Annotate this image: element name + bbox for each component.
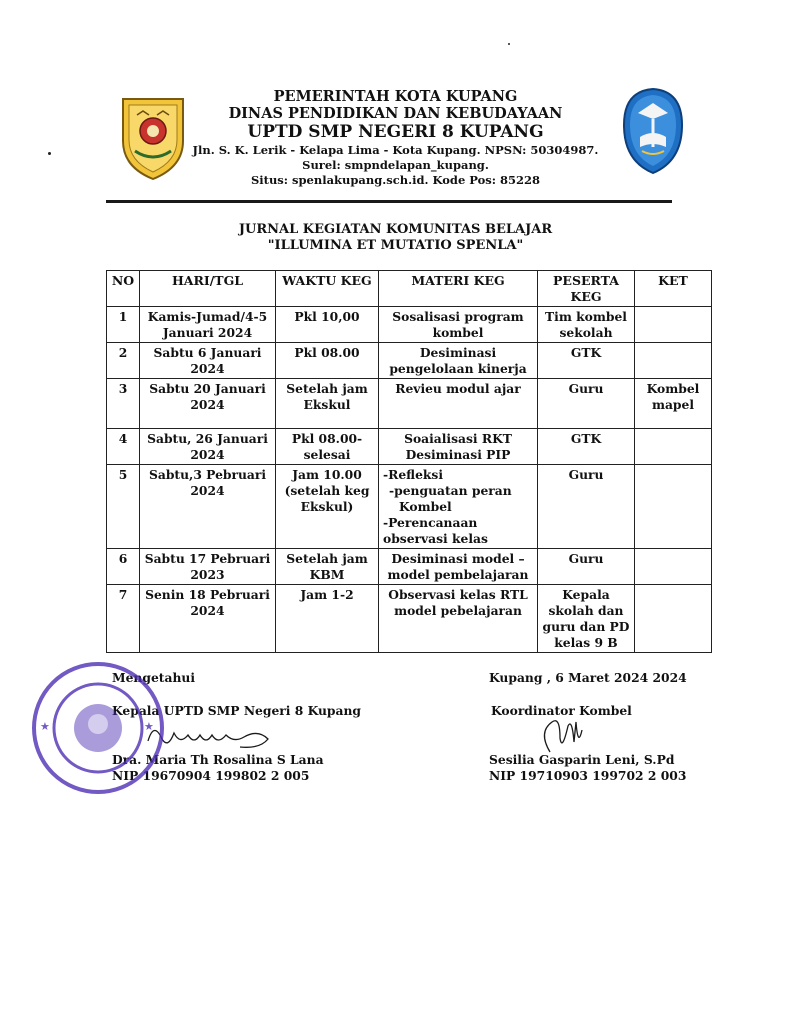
cell-ket: [635, 549, 712, 585]
materi-item: -Refleksi: [383, 467, 444, 482]
cell-materi: Sosalisasi program kombel: [379, 307, 538, 343]
cell-peserta: Guru: [538, 465, 635, 549]
cell-hari: Sabtu, 26 Januari 2024: [140, 429, 276, 465]
coordinator-title: Koordinator Kombel: [491, 703, 632, 718]
cell-hari: Sabtu 6 Januari 2024: [140, 343, 276, 379]
letterhead-address: Jln. S. K. Lerik - Kelapa Lima - Kota Kupang. NPSN: 50304987.: [192, 143, 599, 157]
coordinator-name: Sesilia Gasparin Leni, S.Pd: [489, 752, 675, 767]
col-header-hari-tgl: HARI/TGL: [140, 271, 276, 307]
materi-item: Kombel: [399, 499, 452, 514]
table-row: [107, 585, 712, 653]
principal-nip: NIP 19670904 199802 2 005: [112, 768, 310, 783]
letterhead-school: UPTD SMP NEGERI 8 KUPANG: [247, 122, 544, 142]
cell-hari: Senin 18 Pebruari 2024: [140, 585, 276, 653]
col-header-waktu: WAKTU KEG: [276, 271, 379, 307]
cell-materi: [379, 465, 538, 549]
cell-hari: Kamis-Jumad/4-5 Januari 2024: [140, 307, 276, 343]
cell-waktu: Setelah jam Ekskul: [276, 379, 379, 429]
cell-peserta: GTK: [538, 343, 635, 379]
cell-hari: Sabtu 17 Pebruari 2023: [140, 549, 276, 585]
svg-text:★: ★: [40, 720, 50, 733]
official-stamp-icon: [30, 660, 166, 796]
cell-no: 5: [107, 465, 140, 549]
cell-materi: Desiminasi pengelolaan kinerja: [379, 343, 538, 379]
materi-item: -Perencanaan observasi kelas: [383, 515, 488, 546]
table-row: [107, 307, 712, 343]
cell-no: 1: [107, 307, 140, 343]
table-row: [107, 549, 712, 585]
cell-waktu: Jam 1-2: [276, 585, 379, 653]
cell-no: 4: [107, 429, 140, 465]
col-header-no: NO: [107, 271, 140, 307]
col-header-materi: MATERI KEG: [379, 271, 538, 307]
materi-item: -penguatan peran: [389, 483, 512, 498]
date-place: Kupang , 6 Maret 2024 2024: [489, 670, 687, 685]
cell-ket: [635, 465, 712, 549]
document-title: JURNAL KEGIATAN KOMUNITAS BELAJAR: [238, 222, 553, 237]
cell-ket: [635, 343, 712, 379]
col-header-peserta: PESERTA KEG: [538, 271, 635, 307]
acknowledged-label: Mengetahui: [112, 670, 195, 685]
cell-ket: Kombel mapel: [635, 379, 712, 429]
cell-no: 6: [107, 549, 140, 585]
table-row: [107, 379, 712, 429]
letterhead-email: Surel: smpndelapan_kupang.: [302, 158, 489, 172]
document-subtitle: "ILLUMINA ET MUTATIO SPENLA": [267, 238, 524, 253]
table-row: [107, 429, 712, 465]
cell-waktu: Pkl 08.00: [276, 343, 379, 379]
cell-materi: Desiminasi model – model pembelajaran: [379, 549, 538, 585]
col-header-ket: KET: [635, 271, 712, 307]
letterhead-department: DINAS PENDIDIKAN DAN KEBUDAYAAN: [228, 105, 563, 122]
activity-journal-table: [106, 270, 712, 653]
cell-ket: [635, 585, 712, 653]
coordinator-nip: NIP 19710903 199702 2 003: [489, 768, 687, 783]
letterhead-website: Situs: spenlakupang.sch.id. Kode Pos: 85228: [250, 173, 541, 187]
cell-no: 3: [107, 379, 140, 429]
cell-ket: [635, 307, 712, 343]
table-row: [107, 465, 712, 549]
cell-hari: Sabtu 20 Januari 2024: [140, 379, 276, 429]
cell-waktu: Jam 10.00 (setelah keg Ekskul): [276, 465, 379, 549]
cell-materi: Soaialisasi RKT Desiminasi PIP: [379, 429, 538, 465]
svg-text:★: ★: [144, 720, 154, 733]
cell-peserta: Guru: [538, 379, 635, 429]
cell-peserta: GTK: [538, 429, 635, 465]
cell-hari: Sabtu,3 Pebruari 2024: [140, 465, 276, 549]
cell-no: 2: [107, 343, 140, 379]
cell-materi: Revieu modul ajar: [379, 379, 538, 429]
cell-no: 7: [107, 585, 140, 653]
cell-waktu: Pkl 08.00-selesai: [276, 429, 379, 465]
principal-title: Kepala UPTD SMP Negeri 8 Kupang: [112, 703, 362, 718]
cell-waktu: Setelah jam KBM: [276, 549, 379, 585]
principal-name: Dra. Maria Th Rosalina S Lana: [112, 752, 324, 767]
cell-waktu: Pkl 10,00: [276, 307, 379, 343]
letterhead-divider: [106, 200, 672, 203]
cell-ket: [635, 429, 712, 465]
cell-peserta: Guru: [538, 549, 635, 585]
cell-peserta: Tim kombel sekolah: [538, 307, 635, 343]
cell-peserta: Kepala skolah dan guru dan PD kelas 9 B: [538, 585, 635, 653]
table-row: [107, 343, 712, 379]
letterhead-government: PEMERINTAH KOTA KUPANG: [273, 88, 518, 105]
scan-speck: [508, 43, 510, 45]
cell-materi: Observasi kelas RTL model pebelajaran: [379, 585, 538, 653]
